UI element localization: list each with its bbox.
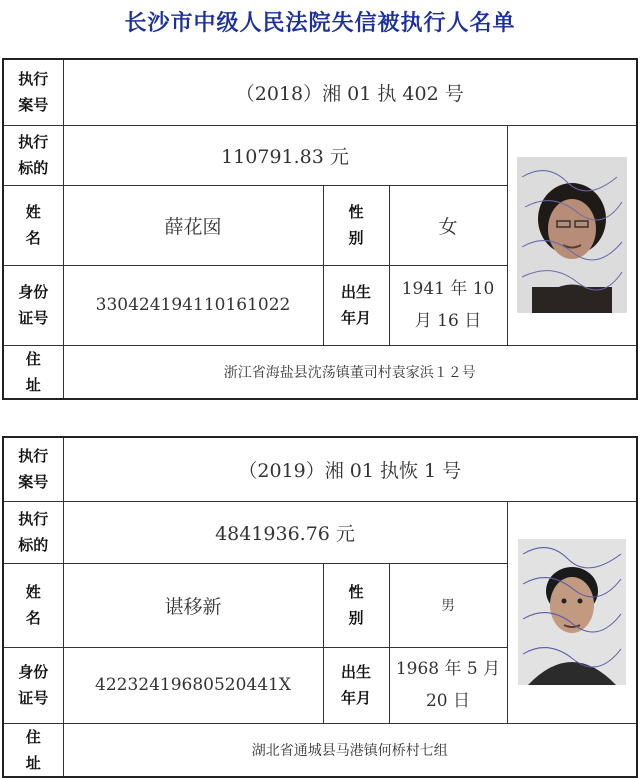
label-amount: 执行 标的: [3, 125, 63, 185]
record-table: [2, 436, 638, 778]
case-number: （2018）湘 01 执 402 号: [63, 59, 637, 125]
record-table: [2, 58, 638, 400]
label-birth-date: 出生 年月: [323, 647, 389, 723]
record-card-1: [2, 58, 636, 400]
address: 浙江省海盐县沈荡镇董司村袁家浜１２号: [63, 345, 637, 399]
birth-date: 1968 年 5 月 20 日: [389, 647, 507, 723]
birth-date: 1941 年 10 月 16 日: [389, 265, 507, 345]
person-name: 薛花囡: [63, 185, 323, 265]
label-id-number: 身份 证号: [3, 265, 63, 345]
label-case-number: 执行 案号: [3, 437, 63, 501]
person-photo: [517, 157, 627, 313]
gender: 女: [389, 185, 507, 265]
amount: 110791.83 元: [63, 125, 507, 185]
label-id-number: 身份 证号: [3, 647, 63, 723]
gender: 男: [389, 563, 507, 647]
label-gender: 性 别: [323, 563, 389, 647]
label-name: 姓 名: [3, 563, 63, 647]
photo-cell: [507, 501, 637, 723]
label-name: 姓 名: [3, 185, 63, 265]
label-amount: 执行 标的: [3, 501, 63, 563]
person-photo: [518, 539, 626, 685]
label-address: 住 址: [3, 723, 63, 777]
id-number: 42232419680520441X: [63, 647, 323, 723]
id-number: 330424194110161022: [63, 265, 323, 345]
label-case-number: 执行 案号: [3, 59, 63, 125]
person-name: 谌移新: [63, 563, 323, 647]
record-card-2: [2, 436, 636, 778]
address: 湖北省通城县马港镇何桥村七组: [63, 723, 637, 777]
label-address: 住 址: [3, 345, 63, 399]
label-gender: 性 别: [323, 185, 389, 265]
page-title: 长沙市中级人民法院失信被执行人名单: [124, 11, 516, 36]
case-number: （2019）湘 01 执恢 1 号: [63, 437, 637, 501]
amount: 4841936.76 元: [63, 501, 507, 563]
photo-cell: [507, 125, 637, 345]
label-birth-date: 出生 年月: [323, 265, 389, 345]
